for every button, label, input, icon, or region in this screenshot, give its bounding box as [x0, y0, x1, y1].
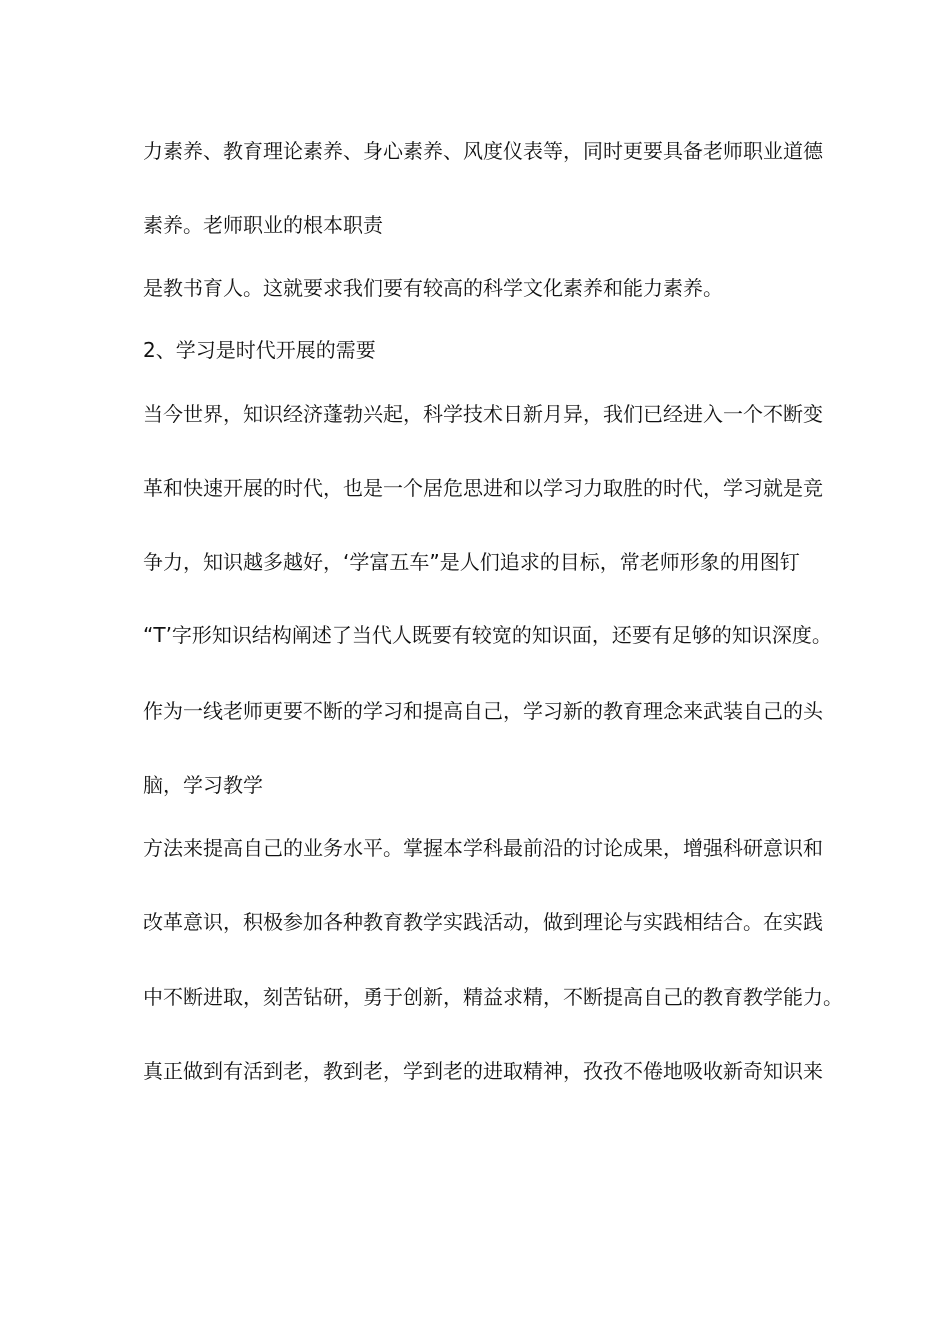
text-line: 方法来提高自己的业务水平。掌握本学科最前沿的讨论成果，增强科研意识和 — [143, 836, 823, 860]
text-line: 力素养、教育理论素养、身心素养、风度仪表等，同时更要具备老师职业道德 — [143, 139, 823, 163]
section-heading: 2、学习是时代开展的需要 — [143, 338, 376, 362]
text-line: 当今世界，知识经济蓬勃兴起，科学技术日新月异，我们已经进入一个不断变 — [143, 402, 823, 426]
text-line: 是教书育人。这就要求我们要有较高的科学文化素养和能力素养。 — [143, 276, 723, 300]
text-line: 中不断进取，刻苦钻研，勇于创新，精益求精，不断提高自己的教育教学能力。 — [143, 985, 843, 1009]
text-line: “T’字形知识结构阐述了当代人既要有较宽的知识面，还要有足够的知识深度。 — [143, 623, 832, 647]
text-line: 脑，学习教学 — [143, 773, 263, 797]
text-line: 作为一线老师更要不断的学习和提高自己，学习新的教育理念来武装自己的头 — [143, 699, 823, 723]
text-line: 争力，知识越多越好，‘学富五车”是人们追求的目标，常老师形象的用图钉 — [143, 550, 800, 574]
text-line: 革和快速开展的时代，也是一个居危思进和以学习力取胜的时代，学习就是竞 — [143, 476, 823, 500]
text-line: 改革意识，积极参加各种教育教学实践活动，做到理论与实践相结合。在实践 — [143, 910, 823, 934]
text-line: 真正做到有活到老，教到老，学到老的进取精神，孜孜不倦地吸收新奇知识来 — [143, 1059, 823, 1083]
text-line: 素养。老师职业的根本职责 — [143, 213, 383, 237]
